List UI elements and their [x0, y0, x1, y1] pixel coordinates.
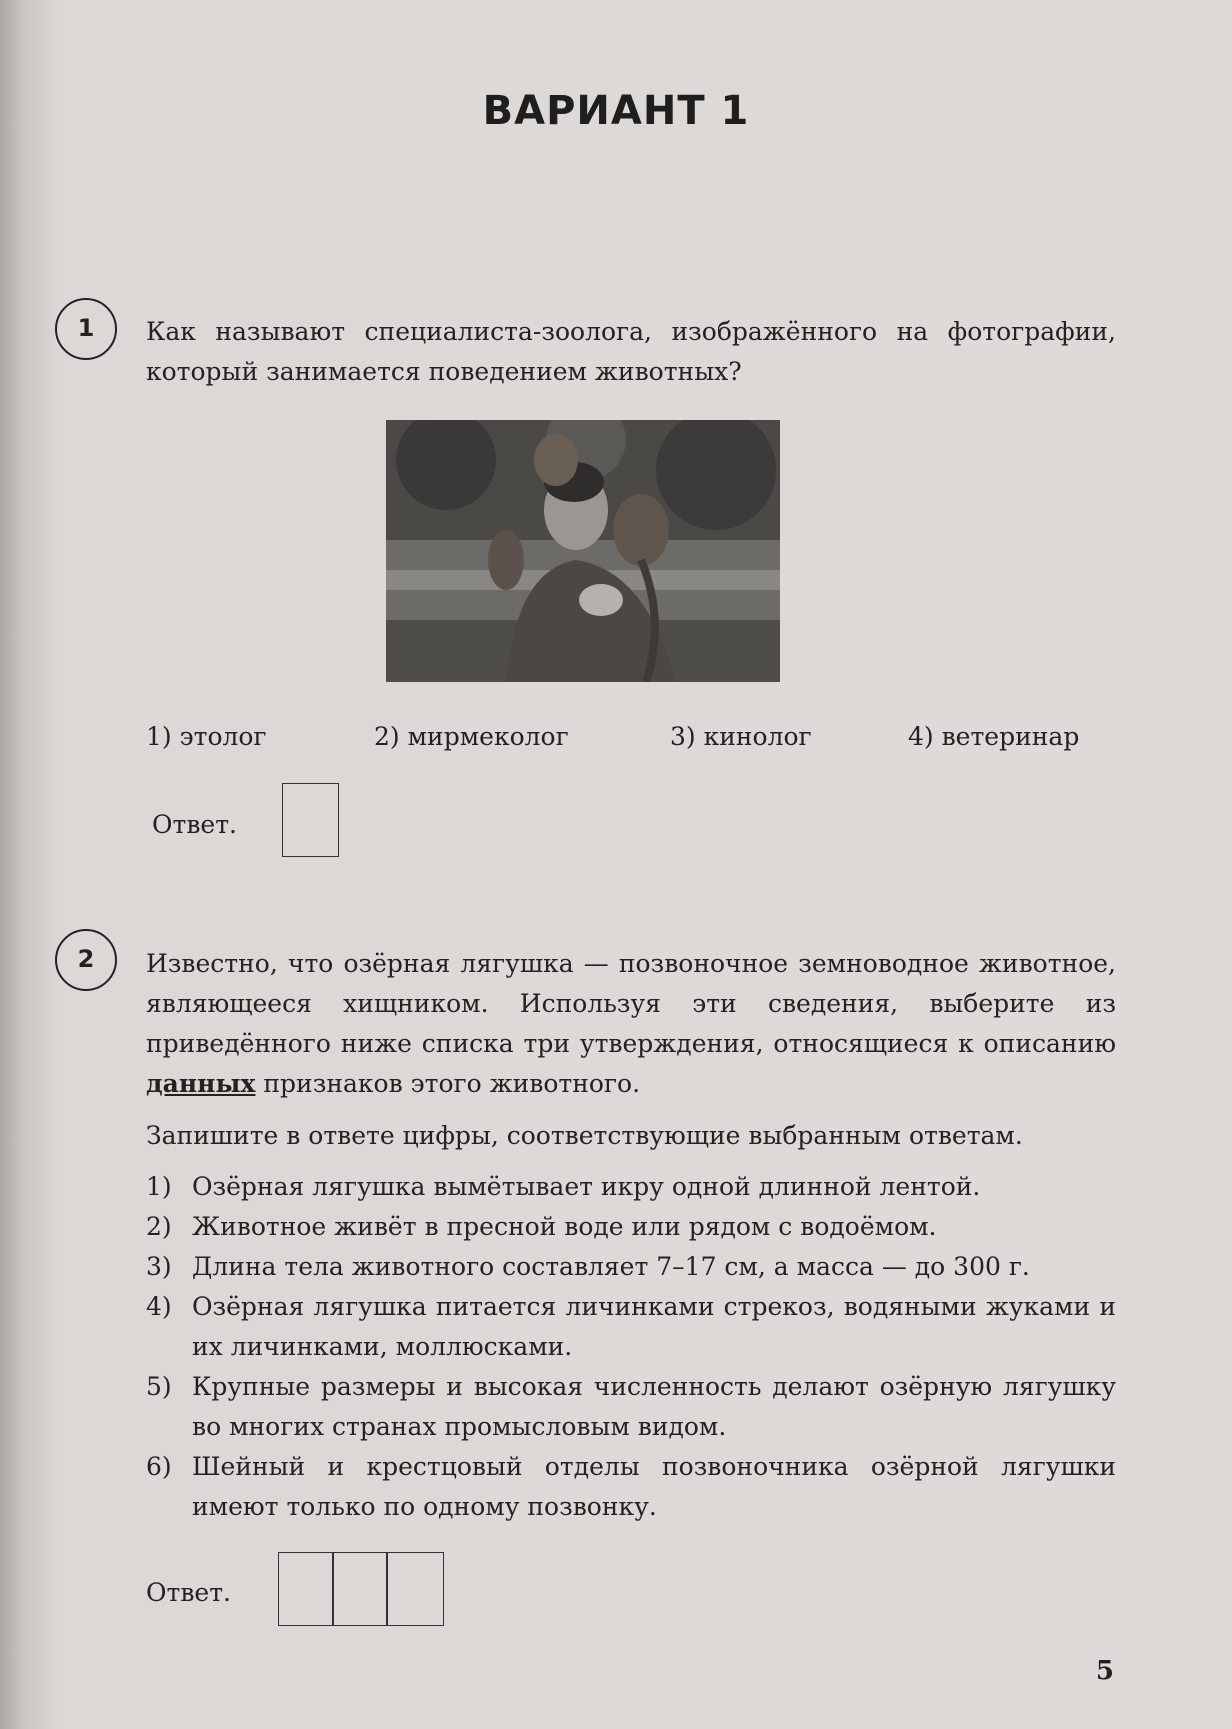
photo-illustration — [386, 420, 780, 682]
list-item-text: Животное живёт в пресной воде или рядом с водоёмом. — [192, 1212, 937, 1241]
question-1-answer-box[interactable] — [282, 783, 339, 857]
option-4[interactable]: 4) ветеринар — [908, 722, 1080, 751]
list-item — [146, 1167, 1116, 1207]
question-2-number: 2 — [55, 929, 117, 991]
list-item-number: 3) — [146, 1252, 172, 1281]
list-item — [146, 1247, 1116, 1287]
list-item-text: Озёрная лягушка вымётывает икру одной длинной лентой. — [192, 1172, 981, 1201]
list-item-number: 6) — [146, 1452, 172, 1481]
page-title: ВАРИАНТ 1 — [482, 88, 750, 134]
option-1[interactable]: 1) этолог — [146, 722, 267, 751]
question-2-text-underlined: данных — [146, 1069, 256, 1098]
option-2[interactable]: 2) мирмеколог — [374, 722, 569, 751]
question-2-text — [146, 944, 1116, 1104]
list-item-number: 4) — [146, 1292, 172, 1321]
page-number: 5 — [1095, 1656, 1114, 1686]
question-1-text: Как называют специалиста-зоолога, изображённого на фотографии, который занимается поведением животных? — [146, 317, 1116, 386]
list-item — [146, 1447, 1116, 1527]
list-item — [146, 1207, 1116, 1247]
question-2-answer-box-2[interactable] — [332, 1552, 388, 1626]
option-3[interactable]: 3) кинолог — [670, 722, 812, 751]
question-2-answer-label: Ответ. — [146, 1578, 231, 1607]
list-item-text: Крупные размеры и высокая численность делают озёрную лягушку во многих странах промысловым видом. — [192, 1372, 1116, 1441]
question-1-answer-label: Ответ. — [152, 810, 237, 839]
list-item-text: Озёрная лягушка питается личинками стрекоз, водяными жуками и их личинками, моллюсками. — [192, 1292, 1116, 1361]
list-item-text: Длина тела животного составляет 7–17 см, а масса — до 300 г. — [192, 1252, 1030, 1281]
question-2-text-after: признаков этого животного. — [255, 1069, 641, 1098]
list-item-number: 1) — [146, 1172, 172, 1201]
question-1-number: 1 — [55, 298, 117, 360]
list-item-text: Шейный и крестцовый отделы позвоночника озёрной лягушки имеют только по одному позвонку. — [192, 1452, 1116, 1521]
question-2-answer-box-1[interactable] — [278, 1552, 334, 1626]
question-2-text-before: Известно, что озёрная лягушка — позвоночное земноводное животное, являющееся хищником. Используя эти сведения, выберите из приведённого ниже списка три утверждения, относящиеся к описанию — [146, 949, 1116, 1058]
list-item-number: 2) — [146, 1212, 172, 1241]
list-item — [146, 1287, 1116, 1367]
question-2-answer-box-3[interactable] — [386, 1552, 444, 1626]
question-1-photo — [386, 420, 780, 682]
list-item-number: 5) — [146, 1372, 172, 1401]
question-2-list — [146, 1167, 1116, 1527]
list-item — [146, 1367, 1116, 1447]
question-2-instruction: Запишите в ответе цифры, соответствующие выбранным ответам. — [146, 1121, 1023, 1150]
